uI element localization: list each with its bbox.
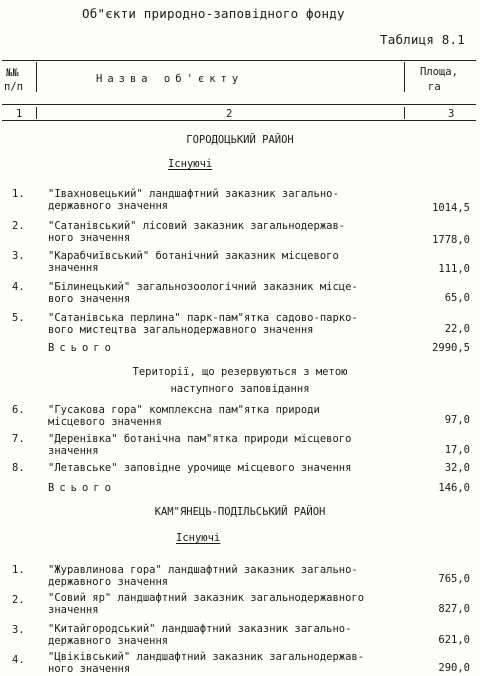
item-number: 4. <box>12 281 25 293</box>
index-divider-1 <box>36 107 37 119</box>
item-area: 65,0 <box>444 292 470 304</box>
item-name-line1: "Деренівка" ботанічна пам"ятка природи місцевого <box>48 433 352 445</box>
district-heading: ГОРОДОЦЬКИЙ РАЙОН <box>186 134 294 146</box>
item-area: 290,0 <box>438 662 470 674</box>
header-divider-2 <box>404 62 405 92</box>
item-area: 621,0 <box>438 634 470 646</box>
item-name-line2: вого значення <box>48 293 131 305</box>
table-label: Таблиця 8.1 <box>380 32 465 47</box>
item-number: 6. <box>12 404 25 416</box>
item-area: 17,0 <box>444 444 470 456</box>
header-name-label: Назва об'єкту <box>96 73 244 85</box>
header-top-rule <box>2 60 476 61</box>
section-existing-label-2: Існуючі <box>176 532 221 544</box>
item-name-line1: "Цвіківський" ландшафтний заказник загальнодержав- <box>48 651 365 663</box>
document-title: Об"єкти природно-заповідного фонду <box>82 6 345 21</box>
header-bottom-rule <box>2 120 476 121</box>
item-number: 3. <box>12 250 25 262</box>
total-label: Всього <box>48 342 116 354</box>
item-name-line1: "Совий яр" ландшафтний заказник загальнодержавного <box>48 592 365 604</box>
item-name-line2: державного значення <box>48 200 169 212</box>
item-area: 1014,5 <box>432 202 470 214</box>
item-name-line2: державного значення <box>48 635 169 647</box>
item-name-line2: значення <box>48 445 99 457</box>
item-name-line1: "Летавське" заповідне урочище місцевого значення <box>48 462 352 474</box>
item-area: 32,0 <box>444 462 470 474</box>
section-existing-label: Існуючі <box>168 158 213 170</box>
header-no-label: №№ <box>6 67 19 79</box>
item-name-line1: "Китайгородський" ландшафтний заказник загально- <box>48 623 352 635</box>
header-no-label-2: п/п <box>4 81 23 93</box>
reserve-total-value: 146,0 <box>438 482 470 494</box>
item-number: 2. <box>12 220 25 232</box>
item-area: 22,0 <box>444 323 470 335</box>
item-number: 1. <box>12 188 25 200</box>
reserve-heading-line2: наступного заповідання <box>170 383 310 395</box>
reserve-heading-line1: Території, що резервуються з метою <box>132 366 348 378</box>
item-area: 765,0 <box>438 573 470 585</box>
item-name-line1: "Сатанівська перлина" парк-пам"ятка садово-парко- <box>48 312 358 324</box>
item-number: 7. <box>12 433 25 445</box>
item-name-line2: значення <box>48 604 99 616</box>
item-number: 4. <box>12 654 25 666</box>
item-name-line2: значення <box>48 262 99 274</box>
item-name-line2: державного значення <box>48 576 169 588</box>
header-index-2: 2 <box>226 108 233 120</box>
item-name-line1: "Сатанівський" лісовий заказник загальнодержав- <box>48 220 346 232</box>
item-name-line1: "Журавлинова гора" ландшафтний заказник загально- <box>48 564 358 576</box>
header-index-1: 1 <box>16 108 23 120</box>
item-number: 8. <box>12 462 25 474</box>
item-name-line2: ного значення <box>48 232 131 244</box>
item-number: 1. <box>12 564 25 576</box>
item-name-line2: місцевого значення <box>48 416 162 428</box>
item-area: 97,0 <box>444 414 470 426</box>
header-divider-1 <box>36 62 37 92</box>
item-name-line1: "Карабчиївський" ботанічний заказник місцевого <box>48 250 339 262</box>
item-number: 3. <box>12 624 25 636</box>
item-number: 5. <box>12 312 25 324</box>
district-heading-2: КАМ"ЯНЕЦЬ-ПОДІЛЬСЬКИЙ РАЙОН <box>154 506 326 518</box>
item-area: 1778,0 <box>432 234 470 246</box>
item-number: 2. <box>12 594 25 606</box>
item-name-line1: "Івахновецький" ландшафтний заказник загально- <box>48 188 339 200</box>
header-area-label: Площа, <box>420 66 458 78</box>
item-area: 111,0 <box>438 263 470 275</box>
index-divider-2 <box>404 107 405 119</box>
total-value: 2990,5 <box>432 342 470 354</box>
header-index-3: 3 <box>448 108 455 120</box>
item-area: 827,0 <box>438 603 470 615</box>
item-name-line1: "Білинецький" загальнозоологічний заказник місце- <box>48 281 358 293</box>
header-mid-rule <box>2 104 476 105</box>
item-name-line2: вого мистецтва загальнодержавного значення <box>48 324 314 336</box>
item-name-line2: ного значення <box>48 663 131 675</box>
header-area-unit: га <box>428 81 441 93</box>
reserve-total-label: Всього <box>48 482 116 494</box>
item-name-line1: "Гусакова гора" комплексна пам"ятка природи <box>48 404 320 416</box>
